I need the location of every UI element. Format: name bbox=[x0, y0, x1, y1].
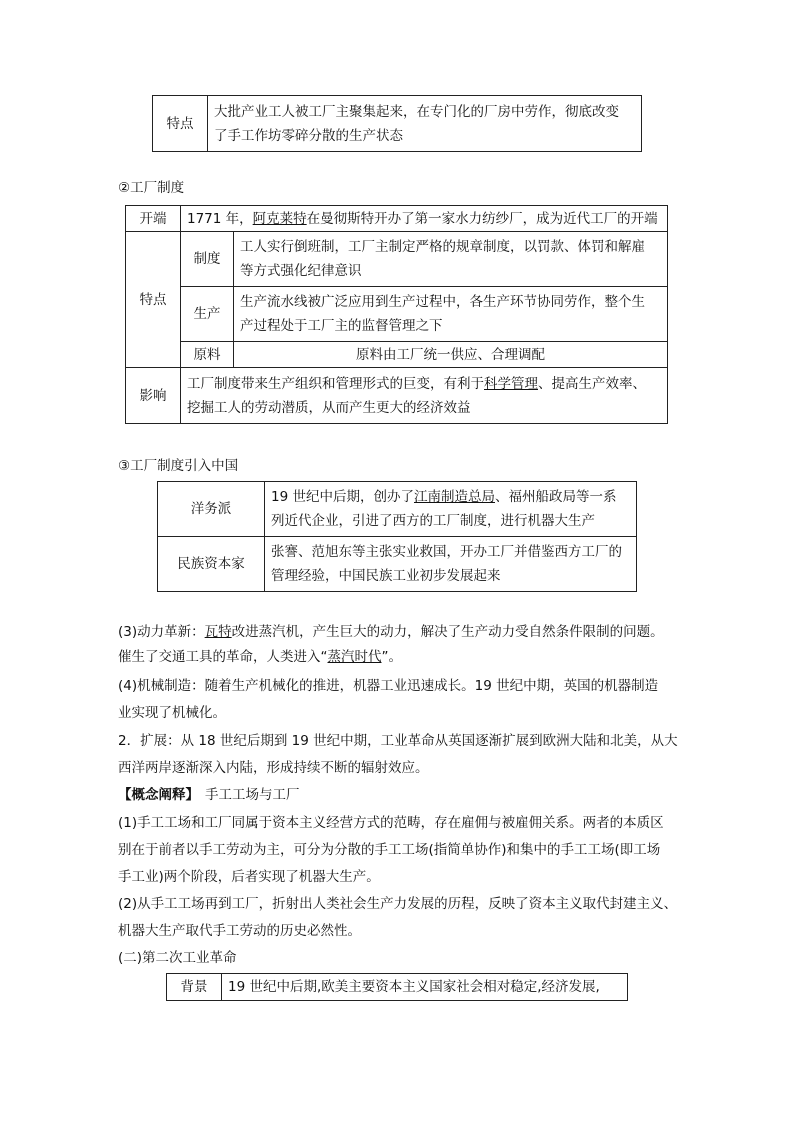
national-capitalist-label: 民族资本家 bbox=[158, 537, 265, 592]
concept2-line2: 机器大生产取代手工劳动的历史必然性。 bbox=[118, 923, 361, 939]
background-text: 19 世纪中后期,欧美主要资本主义国家社会相对稳定,经济发展, bbox=[222, 974, 628, 1001]
start-text bbox=[181, 206, 668, 232]
concept-heading bbox=[118, 783, 688, 807]
power-innovation-line2 bbox=[118, 645, 688, 669]
westernization-line1-post: 、福州船政局等一系 bbox=[494, 489, 617, 505]
china-factory-heading: ③工厂制度引入中国 bbox=[118, 458, 239, 474]
production-text-line2: 产过程处于工厂主的监督管理之下 bbox=[240, 318, 443, 334]
power-line1-pre: (3)动力革新： bbox=[118, 624, 205, 640]
power-line2-post: ”。 bbox=[381, 649, 402, 665]
concept1-line2: 别在于前者以手工劳动为主，可分为分散的手工工场(指简单协作)和集中的手工工场(即工场 bbox=[118, 842, 661, 858]
factory-system-heading: ②工厂制度 bbox=[118, 180, 185, 196]
power-innovation-line1 bbox=[118, 620, 688, 644]
system-text bbox=[234, 232, 668, 287]
expansion-line1: 2．扩展：从 18 世纪后期到 19 世纪中期，工业革命从英国逐渐扩展到欧洲大陆和北美，从大 bbox=[118, 733, 678, 749]
background-table bbox=[166, 973, 628, 1001]
national-capitalist-text bbox=[265, 537, 637, 592]
features-label: 特点 bbox=[126, 232, 181, 368]
westernization-text bbox=[265, 482, 637, 537]
national-capitalist-line2: 管理经验，中国民族工业初步发展起来 bbox=[271, 568, 501, 584]
concept-tag: 【概念阐释】 bbox=[118, 787, 199, 803]
feature-text bbox=[208, 96, 642, 152]
production-text bbox=[234, 287, 668, 342]
feature-text-line2: 了手工作坊零碎分散的生产状态 bbox=[214, 127, 403, 144]
impact-line1-post: 、提高生产效率、 bbox=[538, 375, 646, 392]
power-line2-pre: 催生了交通工具的革命，人类进入“ bbox=[118, 649, 328, 665]
watt-link[interactable]: 瓦特 bbox=[204, 624, 232, 640]
factory-system-table bbox=[125, 205, 668, 424]
arkwright-link[interactable]: 阿克莱特 bbox=[252, 210, 307, 227]
jiangnan-arsenal-link[interactable]: 江南制造总局 bbox=[413, 489, 495, 505]
start-text-post: 在曼彻斯特开办了第一家水力纺纱厂，成为近代工厂的开端 bbox=[306, 210, 658, 227]
machinery-line2: 业实现了机械化。 bbox=[118, 705, 226, 721]
impact-text bbox=[181, 368, 668, 424]
concept-title: 手工工场与工厂 bbox=[205, 787, 300, 803]
feature-table bbox=[152, 95, 642, 152]
feature-label: 特点 bbox=[153, 96, 208, 152]
power-line1-post: 改进蒸汽机，产生巨大的动力，解决了生产动力受自然条件限制的问题。 bbox=[231, 624, 664, 640]
impact-label: 影响 bbox=[126, 368, 181, 424]
steam-age-link[interactable]: 蒸汽时代 bbox=[327, 649, 382, 665]
machinery-line1: (4)机械制造：随着生产机械化的推进，机器工业迅速成长。19 世纪中期，英国的机器制造 bbox=[118, 678, 659, 694]
feature-text-line1: 大批产业工人被工厂主聚集起来，在专门化的厂房中劳作，彻底改变 bbox=[214, 103, 619, 120]
concept1-line1: (1)手工工场和工厂同属于资本主义经营方式的范畴，存在雇佣与被雇佣关系。两者的本质区 bbox=[118, 815, 664, 831]
system-text-line2: 等方式强化纪律意识 bbox=[240, 263, 362, 279]
national-capitalist-line1: 张謇、范旭东等主张实业救国，开办工厂并借鉴西方工厂的 bbox=[271, 544, 622, 560]
concept1-line3: 手工业)两个阶段，后者实现了机器大生产。 bbox=[118, 869, 380, 885]
impact-text-line1 bbox=[187, 372, 661, 396]
start-text-pre: 1771 年， bbox=[187, 210, 253, 227]
impact-line1-pre: 工厂制度带来生产组织和管理形式的巨变，有利于 bbox=[187, 375, 484, 392]
production-text-line1: 生产流水线被广泛应用到生产过程中，各生产环节协同劳作，整个生 bbox=[240, 294, 645, 310]
material-text: 原料由工厂统一供应、合理调配 bbox=[234, 342, 668, 368]
china-factory-table bbox=[157, 481, 637, 592]
westernization-label: 洋务派 bbox=[158, 482, 265, 537]
concept2-line1: (2)从手工工场再到工厂，折射出人类社会生产力发展的历程，反映了资本主义取代封建主义、 bbox=[118, 896, 678, 912]
impact-text-line2: 挖掘工人的劳动潜质，从而产生更大的经济效益 bbox=[187, 399, 471, 416]
background-label: 背景 bbox=[167, 974, 222, 1001]
production-label: 生产 bbox=[181, 287, 234, 342]
system-label: 制度 bbox=[181, 232, 234, 287]
scientific-management-link[interactable]: 科学管理 bbox=[484, 375, 538, 392]
expansion-line2: 西洋两岸逐渐深入内陆，形成持续不断的辐射效应。 bbox=[118, 760, 429, 776]
westernization-line1-pre: 19 世纪中后期，创办了 bbox=[271, 489, 414, 505]
second-revolution-heading: (二)第二次工业革命 bbox=[118, 950, 237, 966]
system-text-line1: 工人实行倒班制，工厂主制定严格的规章制度，以罚款、体罚和解雇 bbox=[240, 239, 645, 255]
material-label: 原料 bbox=[181, 342, 234, 368]
westernization-line1 bbox=[271, 485, 630, 509]
westernization-line2: 列近代企业，引进了西方的工厂制度，进行机器大生产 bbox=[271, 513, 595, 529]
start-label: 开端 bbox=[126, 206, 181, 232]
